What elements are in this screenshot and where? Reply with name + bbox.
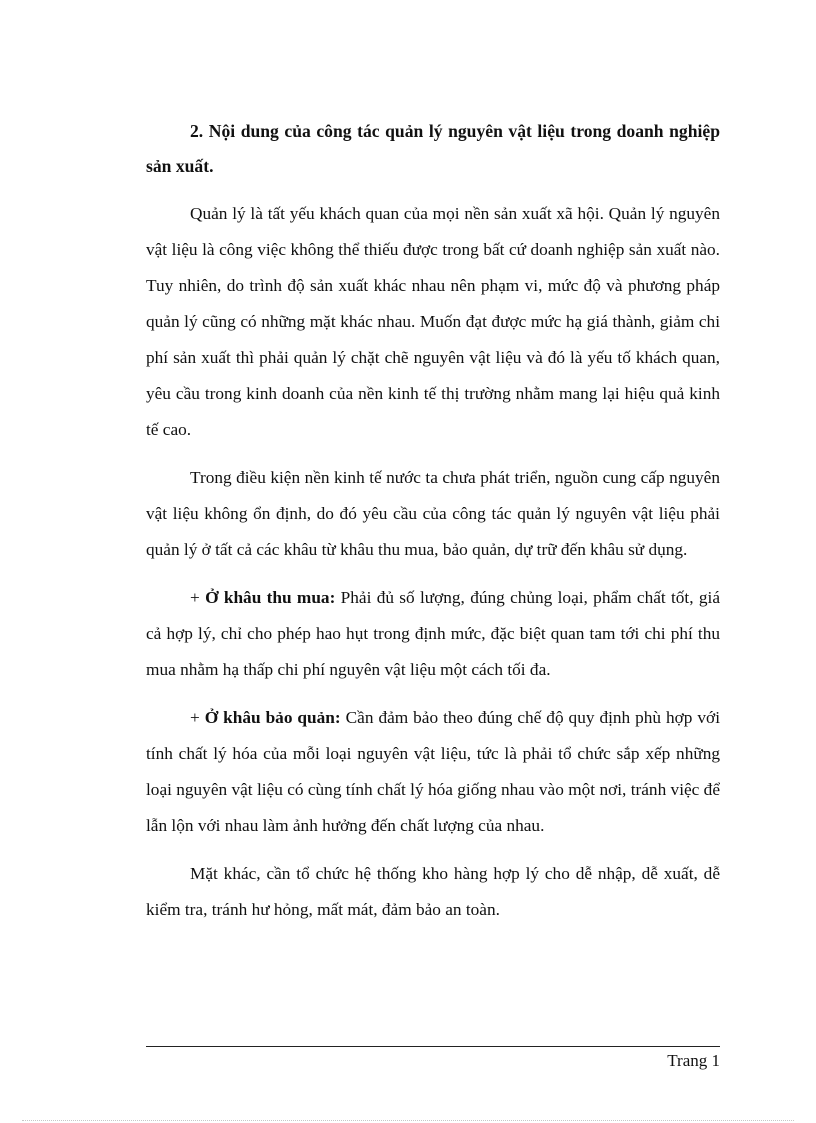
- purchasing-stage-text: Phải đủ số lượng, đúng chủng loại, phẩm chất tốt, giá cả hợp lý, chỉ cho phép hao hụt trong định mức, đặc biệt quan tam tới chi phí thu mua nhằm hạ thấp chi phí nguyên vật liệu một cách tối đa.: [146, 588, 720, 679]
- bullet-prefix: +: [190, 708, 205, 727]
- purchasing-stage-label: Ở khâu thu mua:: [205, 588, 336, 607]
- bullet-prefix: +: [190, 588, 206, 607]
- paragraph-purchasing-stage: [146, 580, 720, 688]
- paragraph-management-overview: Quản lý là tất yếu khách quan của mọi nền sản xuất xã hội. Quản lý nguyên vật liệu là công việc không thể thiếu được trong bất cứ doanh nghiệp sản xuất nào. Tuy nhiên, do trình độ sản xuất khác nhau nên phạm vi, mức độ và phương pháp quản lý cũng có những mặt khác nhau. Muốn đạt được mức hạ giá thành, giảm chi phí sản xuất thì phải quản lý chặt chẽ nguyên vật liệu và đó là yếu tố khách quan, yêu cầu trong kinh doanh của nền kinh tế thị trường nhằm mang lại hiệu quả kinh tế cao.: [146, 204, 720, 439]
- storage-stage-text: Cần đảm bảo theo đúng chế độ quy định phù hợp với tính chất lý hóa của mỗi loại nguyên vật liệu, tức là phải tổ chức sắp xếp những loại nguyên vật liệu có cùng tính chất lý hóa giống nhau vào một nơi, tránh việc để lẫn lộn với nhau làm ảnh hưởng đến chất lượng của nhau.: [146, 708, 720, 835]
- paragraph-storage-stage: [146, 700, 720, 844]
- page-bottom-dotted-border: [22, 1120, 794, 1121]
- paragraph-economic-conditions: Trong điều kiện nền kinh tế nước ta chưa phát triển, nguồn cung cấp nguyên vật liệu không ổn định, do đó yêu cầu của công tác quản lý nguyên vật liệu phải quản lý ở tất cả các khâu từ khâu thu mua, bảo quản, dự trữ đến khâu sử dụng.: [146, 468, 720, 559]
- page-number: Trang 1: [667, 1051, 720, 1070]
- section-heading: 2. Nội dung của công tác quản lý nguyên vật liệu trong doanh nghiệp sản xuất.: [146, 121, 720, 176]
- paragraph-warehouse-system: Mặt khác, cần tổ chức hệ thống kho hàng hợp lý cho dễ nhập, dễ xuất, dễ kiểm tra, tránh hư hỏng, mất mát, đảm bảo an toàn.: [146, 864, 720, 919]
- footer-divider: [146, 1046, 720, 1047]
- document-body: [146, 114, 720, 940]
- storage-stage-label: Ở khâu bảo quản:: [204, 708, 341, 727]
